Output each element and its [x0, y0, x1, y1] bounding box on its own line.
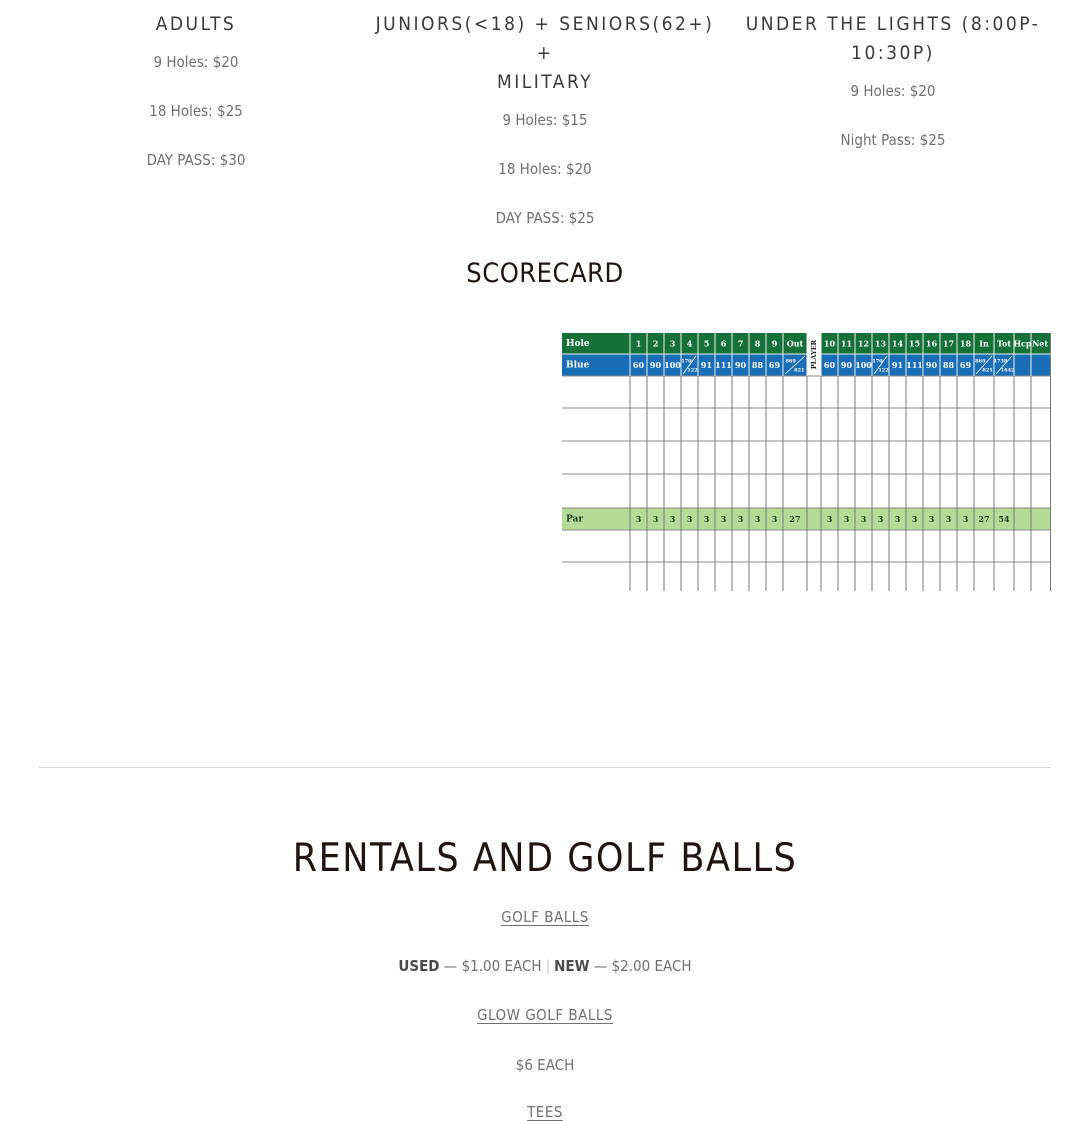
- scorecard-blue-back-5: 111: [906, 360, 923, 370]
- scorecard-blue-back-7: 88: [942, 360, 955, 370]
- new-label: NEW: [554, 957, 590, 975]
- golf-balls-link[interactable]: GOLF BALLS: [501, 908, 589, 926]
- scorecard-title: SCORECARD: [466, 258, 624, 289]
- rentals-title: RENTALS AND GOLF BALLS: [292, 836, 798, 881]
- scorecard-head-tot: Tot: [996, 338, 1012, 349]
- adults-price-daypass: DAY PASS: $30: [146, 151, 246, 169]
- scorecard-par-front-7: 3: [754, 514, 761, 524]
- scorecard-blue-back-6: 90: [925, 360, 938, 370]
- scorecard-image: [562, 333, 1051, 591]
- lights-price-night: Night Pass: $25: [840, 131, 946, 149]
- scorecard-hole-16: 16: [925, 338, 938, 349]
- scorecard-hole-9: 9: [771, 338, 778, 349]
- golf-balls-prices: [0, 957, 1090, 975]
- lights-title: UNDER THE LIGHTS (8:00P-10:30P): [745, 13, 1041, 64]
- scorecard-par-back-0: 3: [826, 514, 833, 524]
- scorecard-par-back-6: 3: [928, 514, 935, 524]
- scorecard-par-front-8: 3: [771, 514, 778, 524]
- scorecard-blue-back-3-bottom: 122: [878, 367, 889, 374]
- scorecard-hole-12: 12: [857, 338, 870, 349]
- scorecard-label-hole: Hole: [566, 339, 590, 349]
- new-price: — $2.00 EACH: [589, 957, 692, 975]
- scorecard-blue-back-0: 60: [823, 360, 836, 370]
- scorecard-blue-front-5: 111: [715, 360, 732, 370]
- scorecard-hole-7: 7: [737, 338, 744, 349]
- scorecard-blue-back-2: 100: [855, 360, 872, 370]
- scorecard-blue-in-top: 869: [975, 358, 986, 365]
- scorecard-blue-front-2: 100: [664, 360, 681, 370]
- juniors-price-daypass: DAY PASS: $25: [495, 209, 595, 227]
- scorecard-hole-13: 13: [874, 338, 887, 349]
- tees-link[interactable]: TEES: [527, 1103, 563, 1121]
- scorecard-hole-17: 17: [942, 338, 955, 349]
- scorecard-head-in: In: [979, 338, 989, 349]
- scorecard-blue-tot-top: 1738: [993, 358, 1008, 365]
- scorecard-par-back-7: 3: [945, 514, 952, 524]
- scorecard-hole-6: 6: [720, 338, 727, 349]
- scorecard-par-back-8: 3: [962, 514, 969, 524]
- scorecard-blue-front-7: 88: [751, 360, 764, 370]
- pricing-juniors: [370, 0, 720, 258]
- glow-row: [0, 1006, 1090, 1024]
- used-price: — $1.00 EACH: [439, 957, 542, 975]
- scorecard-hole-1: 1: [635, 338, 642, 349]
- scorecard-hole-11: 11: [840, 338, 853, 349]
- scorecard-blue-front-1: 90: [649, 360, 662, 370]
- scorecard-hole-18: 18: [959, 338, 972, 349]
- scorecard-par-out: 27: [789, 514, 801, 524]
- scorecard-par-back-4: 3: [894, 514, 901, 524]
- scorecard-blue-front-3-top: 170: [681, 358, 692, 365]
- scorecard-blue-out-bottom: 821: [794, 367, 805, 374]
- scorecard-par-back-1: 3: [843, 514, 850, 524]
- scorecard-blue-back-3-top: 170: [872, 358, 883, 365]
- scorecard-blue-back-4: 91: [891, 360, 904, 370]
- scorecard-hole-10: 10: [823, 338, 836, 349]
- scorecard-blue-out-top: 869: [785, 358, 796, 365]
- scorecard-par-front-6: 3: [737, 514, 744, 524]
- scorecard-hole-8: 8: [754, 338, 761, 349]
- scorecard-blue-front-4: 91: [700, 360, 713, 370]
- scorecard-par-back-2: 3: [860, 514, 867, 524]
- scorecard-hole-5: 5: [703, 338, 710, 349]
- scorecard-player-label: PLAYER: [810, 339, 818, 370]
- scorecard-blue-back-1: 90: [840, 360, 853, 370]
- scorecard-hole-4: 4: [686, 338, 693, 349]
- scorecard-par-back-3: 3: [877, 514, 884, 524]
- glow-price: $6 EACH: [515, 1056, 575, 1074]
- glow-golf-balls-link[interactable]: GLOW GOLF BALLS: [477, 1006, 613, 1024]
- scorecard-blue-front-6: 90: [734, 360, 747, 370]
- scorecard-par-back-5: 3: [911, 514, 918, 524]
- pricing-adults: [21, 0, 371, 200]
- scorecard-par-tot: 54: [998, 514, 1010, 524]
- price-separator: |: [545, 957, 551, 975]
- juniors-title: JUNIORS(<18) + SENIORS(62+) + MILITARY: [375, 13, 715, 93]
- scorecard-head-out: Out: [786, 338, 804, 349]
- section-divider: [39, 767, 1051, 768]
- scorecard-hole-2: 2: [652, 338, 659, 349]
- scorecard-par-front-4: 3: [703, 514, 710, 524]
- scorecard-par-front-3: 3: [686, 514, 693, 524]
- juniors-price-18: 18 Holes: $20: [498, 160, 592, 178]
- scorecard-par-front-1: 3: [652, 514, 659, 524]
- scorecard-blue-front-8: 69: [768, 360, 781, 370]
- scorecard-par-in: 27: [978, 514, 990, 524]
- scorecard-blue-tot-bottom: 1642: [1000, 367, 1015, 374]
- adults-title: ADULTS: [155, 13, 237, 35]
- scorecard-blue-back-8: 69: [959, 360, 972, 370]
- scorecard-hole-3: 3: [669, 338, 676, 349]
- scorecard-head-net: Net: [1031, 338, 1049, 349]
- scorecard-blue-front-0: 60: [632, 360, 645, 370]
- adults-price-18: 18 Holes: $25: [149, 102, 243, 120]
- scorecard-par-front-5: 3: [720, 514, 727, 524]
- scorecard-par-front-0: 3: [635, 514, 642, 524]
- scorecard-label-blue: Blue: [566, 360, 590, 371]
- scorecard-hole-15: 15: [908, 338, 921, 349]
- scorecard-par-front-2: 3: [669, 514, 676, 524]
- scorecard-blue-in-bottom: 821: [982, 367, 993, 374]
- scorecard-hole-14: 14: [891, 338, 904, 349]
- golf-balls-row: [0, 908, 1090, 926]
- adults-price-9: 9 Holes: $20: [153, 53, 239, 71]
- tees-row: [0, 1103, 1090, 1121]
- used-label: USED: [398, 957, 440, 975]
- juniors-price-9: 9 Holes: $15: [502, 111, 588, 129]
- lights-price-9: 9 Holes: $20: [850, 82, 936, 100]
- scorecard-blue-front-3-bottom: 122: [687, 367, 698, 374]
- pricing-lights: [718, 0, 1068, 180]
- scorecard-label-par: Par: [566, 514, 584, 525]
- scorecard-head-hcp: Hcp: [1013, 338, 1032, 349]
